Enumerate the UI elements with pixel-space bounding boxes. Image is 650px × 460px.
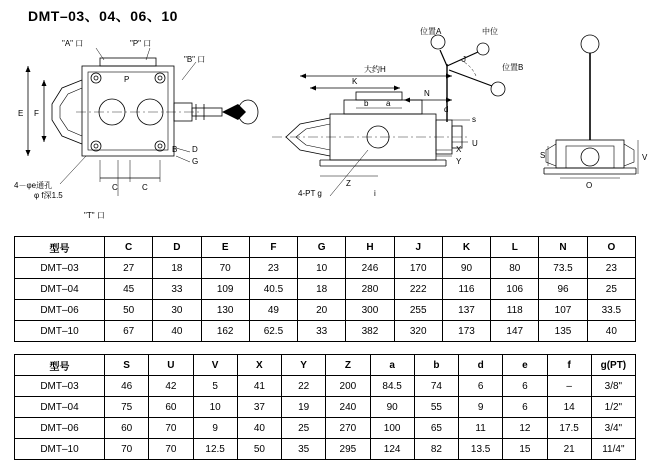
table1-header-cell: F xyxy=(249,237,297,258)
table1-cell: 73.5 xyxy=(539,258,587,279)
table2-cell: 55 xyxy=(414,397,458,418)
table-row xyxy=(15,258,636,279)
table1-cell: 80 xyxy=(491,258,539,279)
table2-cell: 74 xyxy=(414,376,458,397)
table-row xyxy=(15,439,636,460)
table2-header-cell: U xyxy=(149,355,193,376)
table2-cell: 35 xyxy=(282,439,326,460)
table1-cell: 382 xyxy=(346,321,394,342)
table1-cell: 18 xyxy=(298,279,346,300)
table2-cell: DMT–06 xyxy=(15,418,105,439)
table2-cell: 42 xyxy=(149,376,193,397)
dim-c1: C xyxy=(112,183,118,192)
table2-cell: 9 xyxy=(459,397,503,418)
label-port-b: "B" 口 xyxy=(184,55,206,64)
table1-cell: 40 xyxy=(587,321,635,342)
table1-cell: 96 xyxy=(539,279,587,300)
table2-header-cell: 型号 xyxy=(15,355,105,376)
table1-header-cell: C xyxy=(105,237,153,258)
table2-cell: 40 xyxy=(237,418,281,439)
table2-cell: 11 xyxy=(459,418,503,439)
dim-u: U xyxy=(472,139,478,148)
table2-cell: 82 xyxy=(414,439,458,460)
table2-header-cell: S xyxy=(105,355,149,376)
dim-k: K xyxy=(352,77,358,86)
table-row xyxy=(15,376,636,397)
table1-cell: 116 xyxy=(442,279,490,300)
table2-cell: 9 xyxy=(193,418,237,439)
label-port-p: "P" 口 xyxy=(130,39,152,48)
table-row xyxy=(15,300,636,321)
dim-v-right: V xyxy=(642,153,648,162)
table1-cell: 173 xyxy=(442,321,490,342)
table1-cell: 40.5 xyxy=(249,279,297,300)
table1-cell: 23 xyxy=(587,258,635,279)
dim-d-center: d xyxy=(444,105,449,114)
table1-cell: 170 xyxy=(394,258,442,279)
label-port-t: "T" 口 xyxy=(84,211,105,220)
table2-cell: 90 xyxy=(370,397,414,418)
dim-g-left: G xyxy=(192,157,199,166)
dimension-table-2 xyxy=(14,354,636,460)
table2-header-cell: X xyxy=(237,355,281,376)
table2-cell: 240 xyxy=(326,397,370,418)
table2-cell: 25 xyxy=(282,418,326,439)
table1-header-cell: D xyxy=(153,237,201,258)
table2-cell: 41 xyxy=(237,376,281,397)
table2-cell: 3/8" xyxy=(591,376,635,397)
table1-cell: 280 xyxy=(346,279,394,300)
table2-header-cell: d xyxy=(459,355,503,376)
table1-cell: 135 xyxy=(539,321,587,342)
table2-header-cell: a xyxy=(370,355,414,376)
table2-cell: DMT–04 xyxy=(15,397,105,418)
label-position-b: 位置B xyxy=(502,63,524,72)
dim-x: X xyxy=(456,145,462,154)
table1-cell: 90 xyxy=(442,258,490,279)
page-title: DMT–03、04、06、10 xyxy=(28,8,178,24)
table2-cell: 46 xyxy=(105,376,149,397)
table2-cell: 3/4" xyxy=(591,418,635,439)
table2-cell: 295 xyxy=(326,439,370,460)
table2-cell: 6 xyxy=(503,376,547,397)
table1-cell: 18 xyxy=(153,258,201,279)
spec-tables xyxy=(14,236,636,460)
table2-cell: DMT–10 xyxy=(15,439,105,460)
table2-cell: – xyxy=(547,376,591,397)
table1-cell: 49 xyxy=(249,300,297,321)
dim-y: Y xyxy=(456,157,462,166)
table2-cell: 11/4" xyxy=(591,439,635,460)
table1-header-cell: J xyxy=(394,237,442,258)
table1-cell: 20 xyxy=(298,300,346,321)
table1-header-cell: G xyxy=(298,237,346,258)
table1-cell: DMT–10 xyxy=(15,321,105,342)
table1-cell: DMT–03 xyxy=(15,258,105,279)
table1-cell: 27 xyxy=(105,258,153,279)
table2-header-row xyxy=(15,355,636,376)
table1-cell: 300 xyxy=(346,300,394,321)
table1-header-cell: 型号 xyxy=(15,237,105,258)
table2-cell: 70 xyxy=(105,439,149,460)
table2-cell: 60 xyxy=(105,418,149,439)
table2-cell: 60 xyxy=(149,397,193,418)
table1-cell: 50 xyxy=(105,300,153,321)
label-depth: φ f深1.5 xyxy=(34,191,63,200)
table1-cell: DMT–04 xyxy=(15,279,105,300)
table2-cell: 200 xyxy=(326,376,370,397)
table2-cell: 12.5 xyxy=(193,439,237,460)
table2-header-cell: e xyxy=(503,355,547,376)
table2-cell: 22 xyxy=(282,376,326,397)
table1-header-cell: E xyxy=(201,237,249,258)
table1-header-row xyxy=(15,237,636,258)
table1-cell: 147 xyxy=(491,321,539,342)
table2-header-cell: V xyxy=(193,355,237,376)
label-position-a: 位置A xyxy=(420,27,442,36)
table2-cell: 50 xyxy=(237,439,281,460)
table1-cell: 255 xyxy=(394,300,442,321)
table2-cell: 13.5 xyxy=(459,439,503,460)
table1-cell: 109 xyxy=(201,279,249,300)
table2-cell: 19 xyxy=(282,397,326,418)
table1-cell: 30 xyxy=(153,300,201,321)
table2-cell: 21 xyxy=(547,439,591,460)
label-through-hole: 4－φe通孔 xyxy=(14,181,53,190)
table2-cell: 6 xyxy=(503,397,547,418)
dim-h: 大约H xyxy=(364,65,386,74)
table1-cell: 320 xyxy=(394,321,442,342)
table-row xyxy=(15,397,636,418)
table2-cell: 5 xyxy=(193,376,237,397)
table1-header-cell: L xyxy=(491,237,539,258)
table2-cell: 100 xyxy=(370,418,414,439)
table1-cell: 33.5 xyxy=(587,300,635,321)
dim-s-right: S xyxy=(540,151,546,160)
table1-cell: 130 xyxy=(201,300,249,321)
table2-cell: 84.5 xyxy=(370,376,414,397)
table2-cell: 70 xyxy=(149,439,193,460)
dim-b-center: b xyxy=(364,99,369,108)
table2-cell: 15 xyxy=(503,439,547,460)
table1-cell: 33 xyxy=(298,321,346,342)
table1-cell: 10 xyxy=(298,258,346,279)
table1-cell: 118 xyxy=(491,300,539,321)
table2-header-cell: f xyxy=(547,355,591,376)
table2-cell: 10 xyxy=(193,397,237,418)
table-row xyxy=(15,279,636,300)
table2-cell: 6 xyxy=(459,376,503,397)
table1-cell: 62.5 xyxy=(249,321,297,342)
table1-cell: 23 xyxy=(249,258,297,279)
table1-cell: 70 xyxy=(201,258,249,279)
table1-cell: 45 xyxy=(105,279,153,300)
table2-cell: DMT–03 xyxy=(15,376,105,397)
table1-cell: 107 xyxy=(539,300,587,321)
table2-header-cell: Z xyxy=(326,355,370,376)
table2-cell: 12 xyxy=(503,418,547,439)
dim-j: J xyxy=(462,55,466,64)
table2-cell: 17.5 xyxy=(547,418,591,439)
table1-cell: 137 xyxy=(442,300,490,321)
table2-cell: 14 xyxy=(547,397,591,418)
label-neutral: 中位 xyxy=(482,27,498,36)
table2-cell: 124 xyxy=(370,439,414,460)
table2-header-cell: g(PT) xyxy=(591,355,635,376)
table2-cell: 1/2" xyxy=(591,397,635,418)
table1-cell: 106 xyxy=(491,279,539,300)
dim-p: P xyxy=(124,75,130,84)
dim-o-right: O xyxy=(586,181,593,190)
dim-z: Z xyxy=(346,179,351,188)
dim-d-left: D xyxy=(192,145,198,154)
dim-n: N xyxy=(424,89,430,98)
table1-header-cell: K xyxy=(442,237,490,258)
table2-cell: 70 xyxy=(149,418,193,439)
table1-cell: 67 xyxy=(105,321,153,342)
table2-cell: 37 xyxy=(237,397,281,418)
table1-header-cell: N xyxy=(539,237,587,258)
dim-f-left: F xyxy=(34,109,39,118)
label-port-a: "A" 口 xyxy=(62,39,84,48)
table1-cell: 25 xyxy=(587,279,635,300)
table1-cell: 40 xyxy=(153,321,201,342)
dimension-table-1 xyxy=(14,236,636,342)
table2-header-cell: b xyxy=(414,355,458,376)
dim-e-left: E xyxy=(18,109,24,118)
dim-s-center: s xyxy=(472,115,476,124)
table1-cell: 162 xyxy=(201,321,249,342)
table1-header-cell: H xyxy=(346,237,394,258)
dim-a-center: a xyxy=(386,99,391,108)
dim-i: i xyxy=(374,189,376,198)
table2-header-cell: Y xyxy=(282,355,326,376)
table1-cell: 246 xyxy=(346,258,394,279)
table-row xyxy=(15,418,636,439)
label-4pt-g: 4-PT g xyxy=(298,189,322,198)
dim-b-left: B xyxy=(172,145,178,154)
table1-cell: DMT–06 xyxy=(15,300,105,321)
table1-cell: 33 xyxy=(153,279,201,300)
table2-cell: 270 xyxy=(326,418,370,439)
table-row xyxy=(15,321,636,342)
table2-cell: 75 xyxy=(105,397,149,418)
table1-header-cell: O xyxy=(587,237,635,258)
table1-cell: 222 xyxy=(394,279,442,300)
table2-cell: 65 xyxy=(414,418,458,439)
dim-c2: C xyxy=(142,183,148,192)
